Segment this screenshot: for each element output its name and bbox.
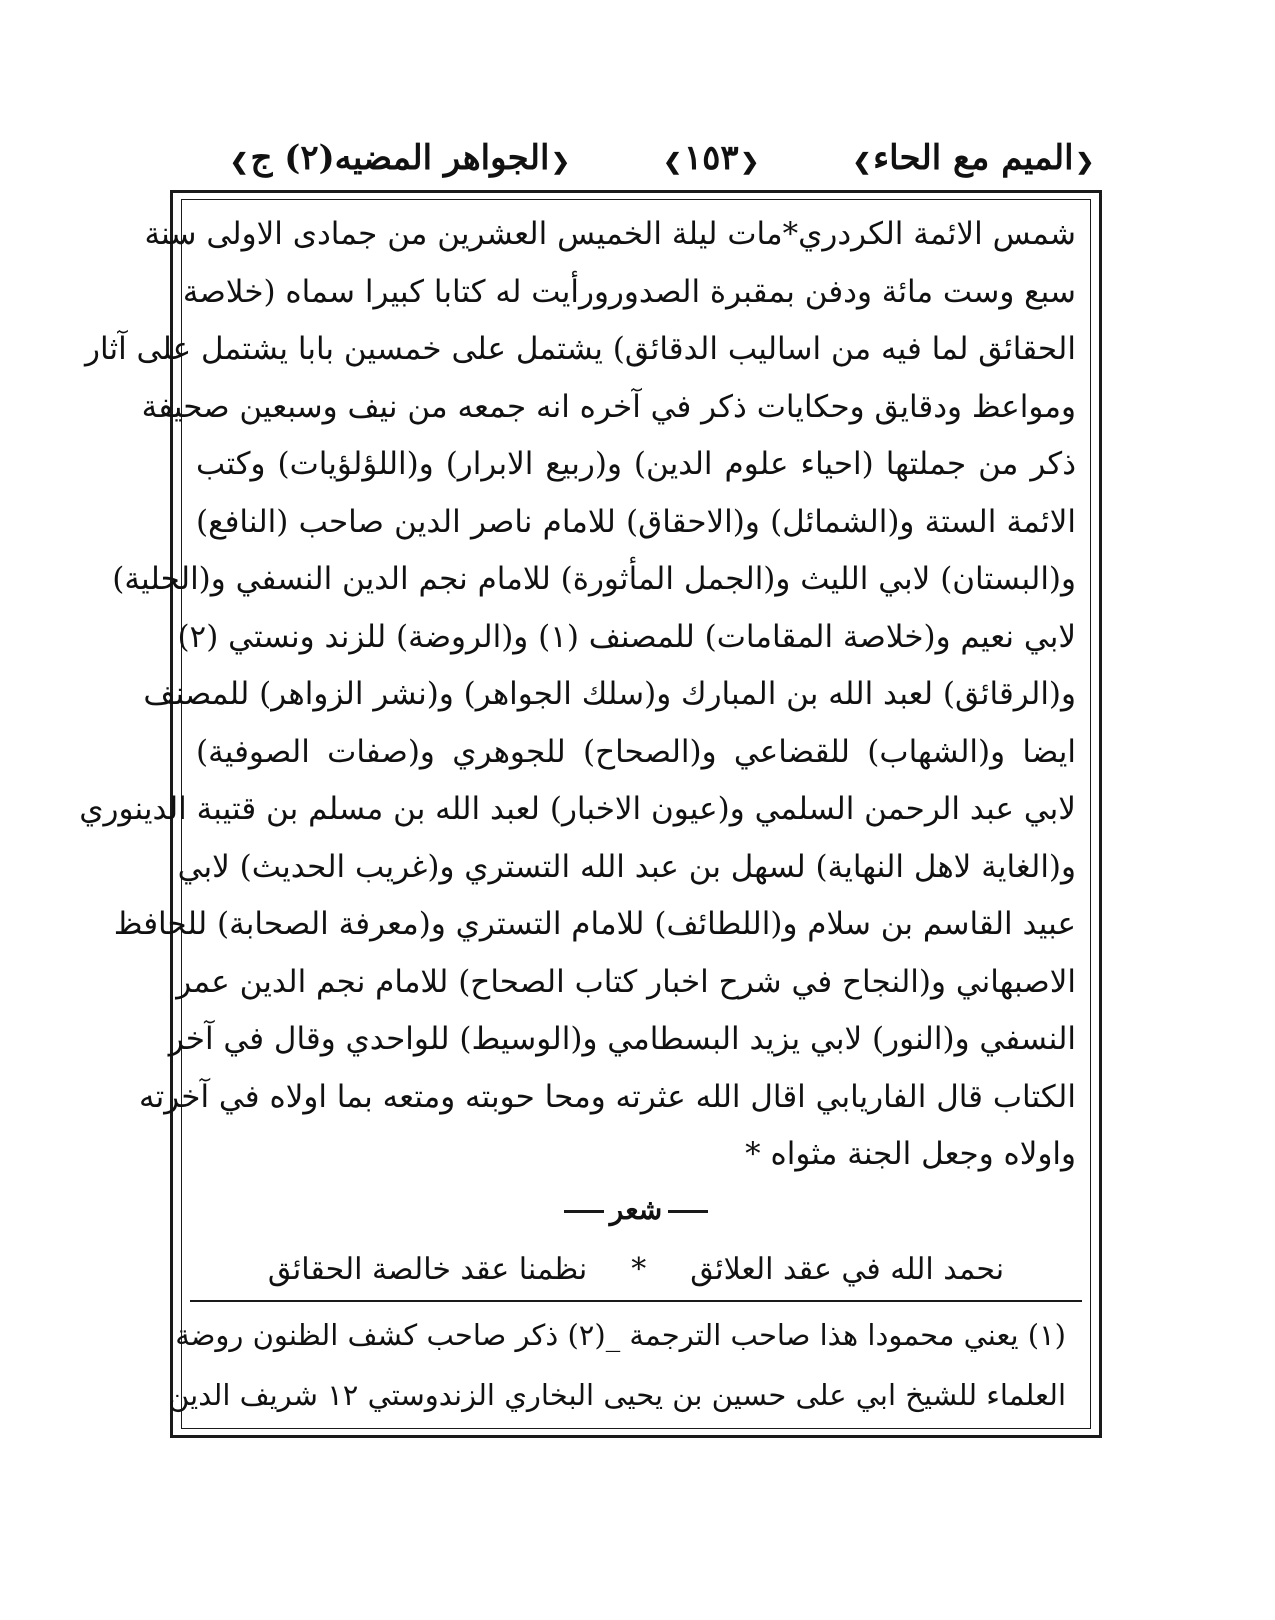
verse-second-hemistich: نظمنا عقد خالصة الحقائق — [267, 1252, 588, 1287]
footnote-line: العلماء للشيخ ابي على حسين بن يحيى البخاري الزندوستي ١٢ شريف الدين — [168, 1378, 1066, 1412]
text-line: الاصبهاني و(النجاح في شرح اخبار كتاب الصحاح) للامام نجم الدين عمر — [176, 963, 1076, 1000]
text-line: عبيد القاسم بن سلام و(اللطائف) للامام التستري و(معرفة الصحابة) للحافظ — [113, 906, 1076, 942]
text-line: و(الغاية لاهل النهاية) لسهل بن عبد الله التستري و(غريب الحديث) لابي — [177, 848, 1076, 885]
text-line: ايضا و(الشهاب) للقضاعي و(الصحاح) للجوهري و(صفات الصوفية) — [196, 733, 1076, 770]
text-line: ومواعظ ودقايق وحكايات ذكر في آخره انه جمعه من نيف وسبعين صحيفة — [141, 388, 1076, 425]
text-line: و(الرقائق) لعبد الله بن المبارك و(سلك الجواهر) و(نشر الزواهر) للمصنف — [143, 676, 1076, 712]
footnotes — [168, 1305, 1066, 1425]
ornament-icon: ❮ — [740, 149, 760, 175]
text-line: واولاه وجعل الجنة مثواه * — [745, 1136, 1076, 1172]
header-page-number: ❮١٥٣❯ — [663, 138, 760, 178]
main-text — [79, 206, 1076, 1184]
header-chapter: ❮الميم مع الحاء❯ — [852, 138, 1094, 178]
text-line: الكتاب قال الفاريابي اقال الله عثرته ومحا حوبته ومتعه بما اولاه في آخرته — [138, 1078, 1076, 1115]
text-line: لابي عبد الرحمن السلمي و(عيون الاخبار) لعبد الله بن مسلم بن قتيبة الدينوري — [79, 791, 1076, 827]
text-line: النسفي و(النور) لابي يزيد البسطامي و(الوسيط) للواحدي وقال في آخر — [168, 1021, 1076, 1057]
ornament-icon: ❯ — [663, 149, 682, 175]
poem-verse — [196, 1240, 1076, 1300]
ornament-icon: ❮ — [551, 149, 570, 175]
flourish-icon — [668, 1210, 708, 1213]
text-line: و(البستان) لابي الليث و(الجمل المأثورة) للامام نجم الدين النسفي و(الحلية) — [112, 561, 1076, 597]
text-line: شمس الائمة الكردري*مات ليلة الخميس العشرين من جمادى الاولى سنة — [144, 216, 1076, 252]
header-book-title: ❮الجواهر المضيه(٢) ج❯ — [230, 138, 570, 178]
running-header — [228, 130, 1096, 186]
text-line: لابي نعيم و(خلاصة المقامات) للمصنف (١) و(الروضة) للزند ونستي (٢) — [177, 618, 1076, 655]
ornament-icon: ❯ — [852, 149, 872, 175]
verse-first-hemistich: نحمد الله في عقد العلائق — [690, 1252, 1005, 1287]
footnote-line: (١) يعني محمودا هذا صاحب الترجمة _(٢) ذكر صاحب كشف الظنون روضة — [175, 1318, 1066, 1352]
ornament-icon: ❮ — [1075, 149, 1094, 175]
ornament-icon: ❯ — [230, 149, 249, 175]
text-line: الحقائق لما فيه من اساليب الدقائق) يشتمل على خمسين بابا يشتمل على آثار — [85, 331, 1076, 367]
poem-heading: شعر — [196, 1185, 1076, 1235]
text-line: ذكر من جملتها (احياء علوم الدين) و(ربيع الابرار) و(اللؤلؤيات) وكتب — [196, 446, 1076, 482]
footnote-divider — [190, 1300, 1082, 1302]
text-line: الائمة الستة و(الشمائل) و(الاحقاق) للامام ناصر الدين صاحب (النافع) — [196, 503, 1076, 540]
flourish-icon — [564, 1210, 604, 1213]
text-line: سبع وست مائة ودفن بمقبرة الصدورورأيت له كتابا كبيرا سماه (خلاصة — [182, 273, 1076, 310]
verse-separator: * — [631, 1252, 647, 1287]
